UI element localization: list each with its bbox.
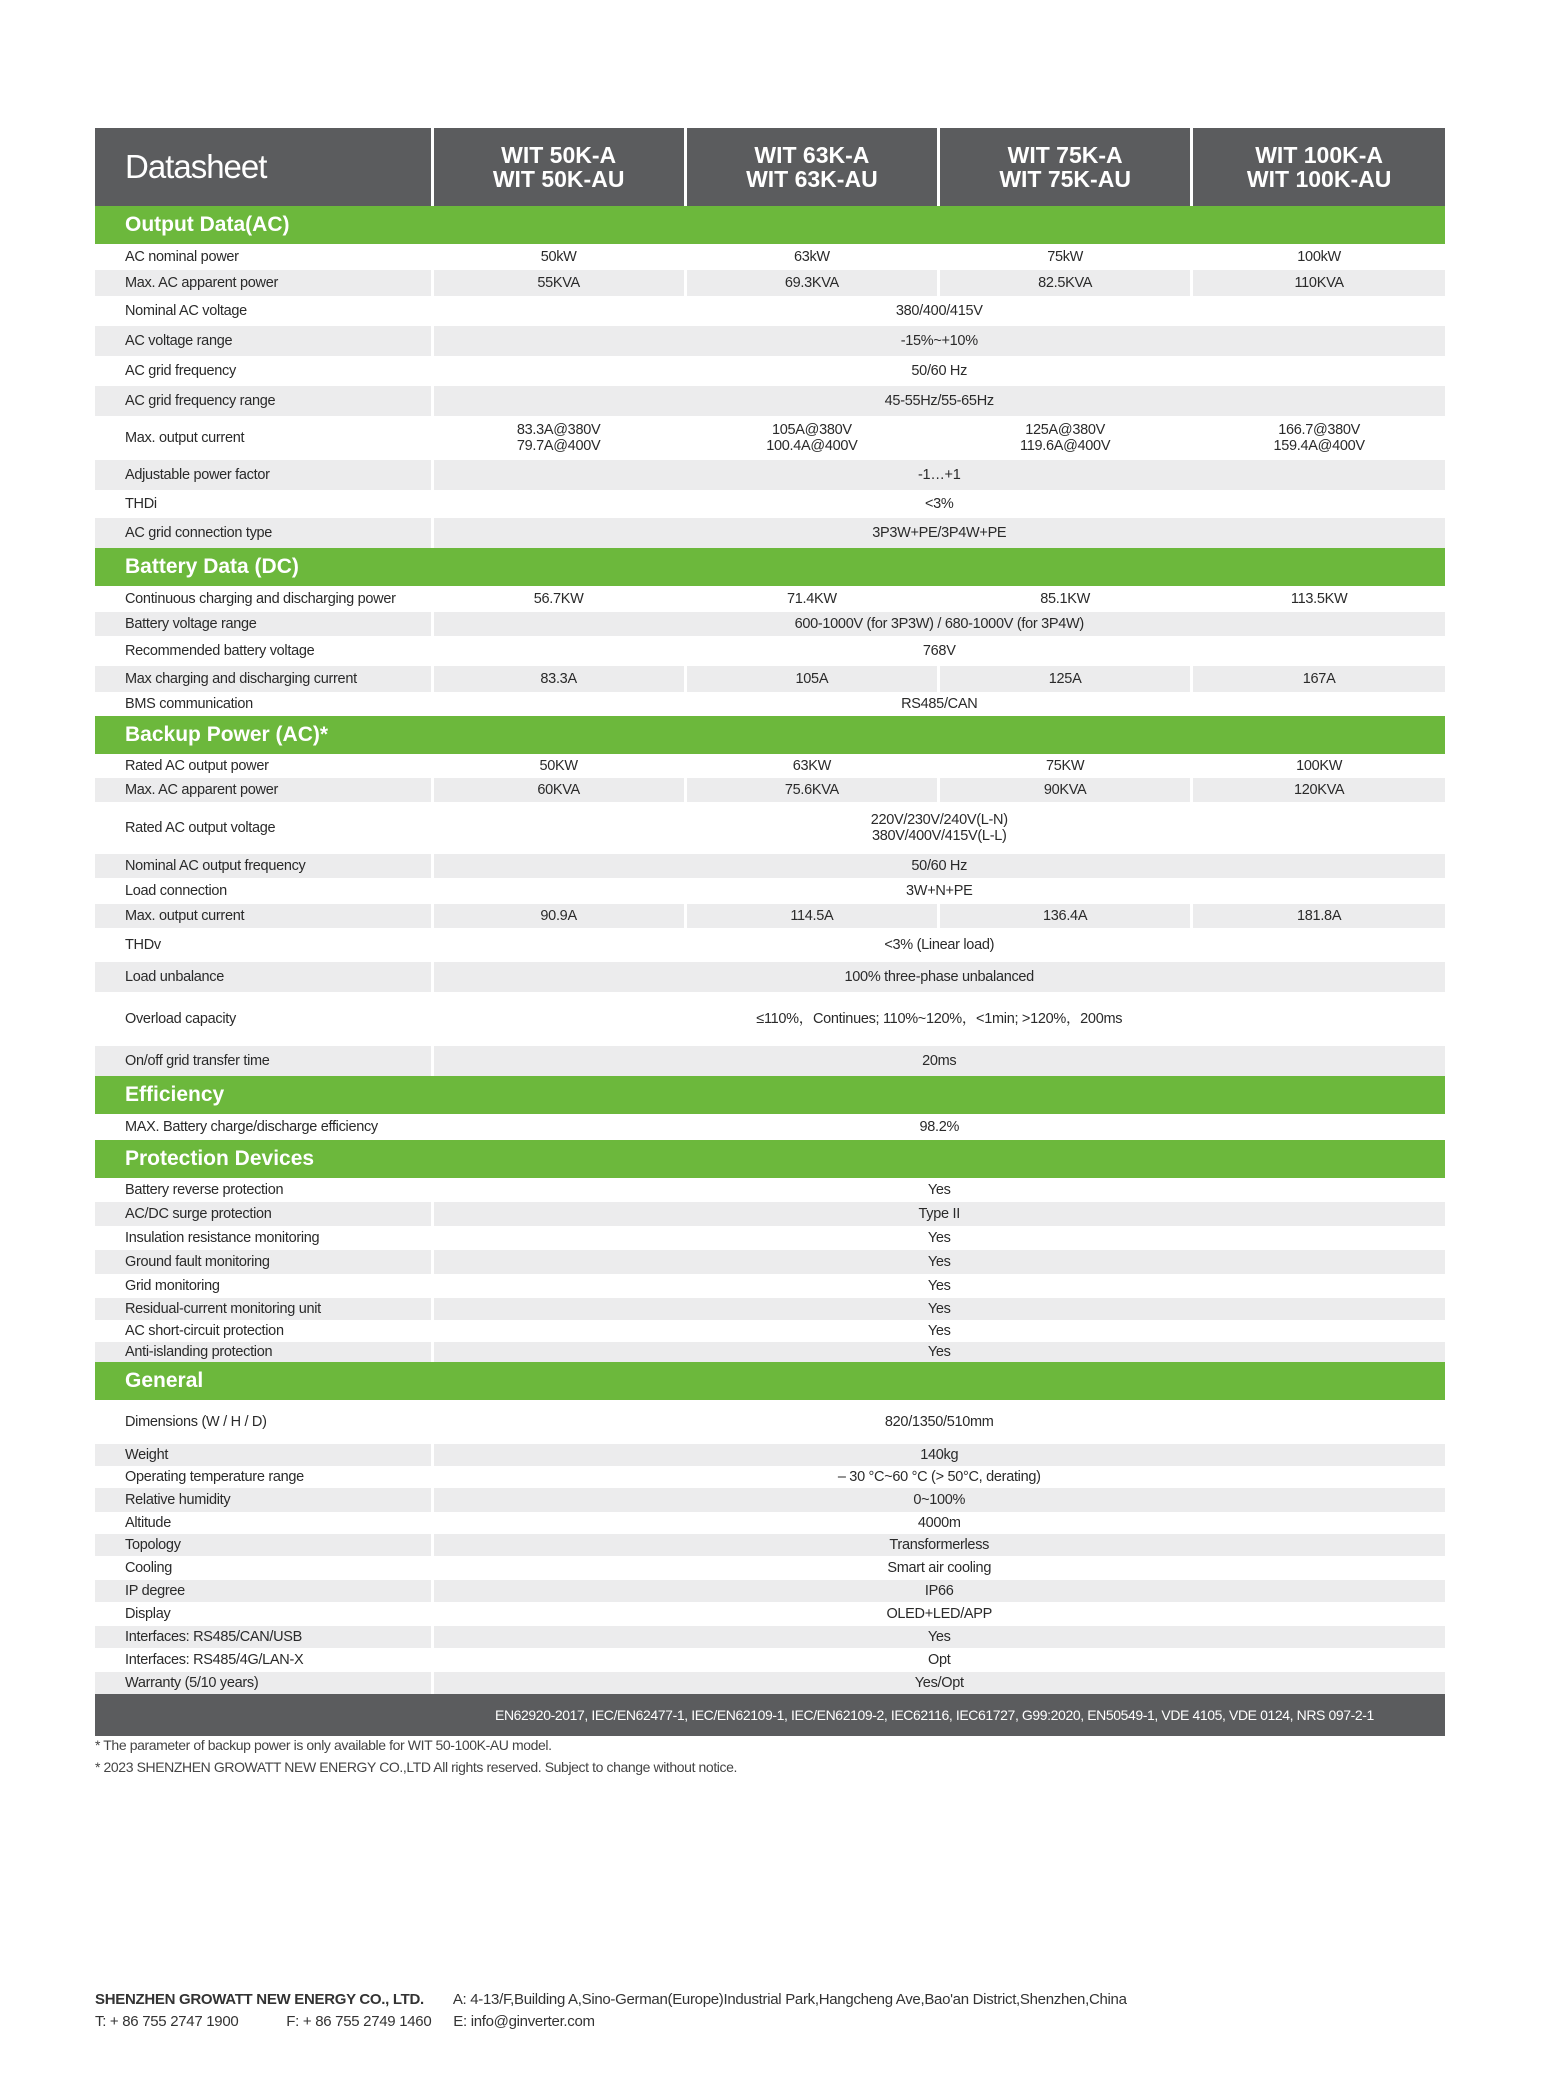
section-header [95, 1362, 1445, 1400]
model-name: WIT 100K-A [1255, 142, 1384, 168]
spec-label: Nominal AC output frequency [95, 854, 432, 878]
spec-row [95, 1626, 1445, 1648]
spec-row [95, 992, 1445, 1046]
spec-row [95, 586, 1445, 612]
spec-label: AC nominal power [95, 244, 432, 270]
spec-label: Warranty (5/10 years) [95, 1672, 432, 1694]
spec-value: 75kW [939, 244, 1192, 270]
spec-value: Yes [432, 1298, 1445, 1320]
spec-row [95, 1046, 1445, 1076]
spec-row [95, 1648, 1445, 1672]
spec-row [95, 1602, 1445, 1626]
spec-label: Max. output current [95, 416, 432, 460]
spec-value: 120KVA [1192, 778, 1445, 802]
spec-value: 600-1000V (for 3P3W) / 680-1000V (for 3P4W) [432, 612, 1445, 636]
spec-row [95, 1534, 1445, 1556]
spec-value: 83.3A@380V 79.7A@400V [432, 416, 685, 460]
spec-value: Opt [432, 1648, 1445, 1672]
spec-value: 75KW [939, 754, 1192, 778]
company-address: A: 4-13/F,Building A,Sino-German(Europe)Industrial Park,Hangcheng Ave,Bao'an District,Shenzhen,China [452, 1991, 1127, 2008]
spec-value: ≤110%，Continues; 110%~120%，<1min; >120%，200ms [432, 992, 1445, 1046]
spec-label: Rated AC output voltage [95, 802, 432, 854]
spec-label: Altitude [95, 1512, 432, 1534]
model-name: WIT 50K-A [501, 142, 617, 168]
spec-value: 100% three-phase unbalanced [432, 962, 1445, 992]
spec-value: 69.3KVA [685, 270, 938, 296]
spec-value: -1…+1 [432, 460, 1445, 490]
model-variant: WIT 50K-AU [492, 166, 625, 192]
spec-label: On/off grid transfer time [95, 1046, 432, 1076]
spec-label: Display [95, 1602, 432, 1626]
spec-value: 50KW [432, 754, 685, 778]
spec-value: 90.9A [432, 904, 685, 928]
spec-label: Topology [95, 1534, 432, 1556]
spec-row [95, 754, 1445, 778]
spec-row [95, 1342, 1445, 1362]
spec-value: 71.4KW [685, 586, 938, 612]
spec-value: IP66 [432, 1580, 1445, 1602]
spec-label: Overload capacity [95, 992, 432, 1046]
spec-value: – 30 °C~60 °C (> 50°C, derating) [432, 1466, 1445, 1488]
spec-label: Anti-islanding protection [95, 1342, 432, 1362]
spec-value: 50/60 Hz [432, 854, 1445, 878]
spec-value: <3% (Linear load) [432, 928, 1445, 962]
spec-value: Yes [432, 1226, 1445, 1250]
model-header [432, 128, 685, 206]
spec-label: Insulation resistance monitoring [95, 1226, 432, 1250]
spec-value: 768V [432, 636, 1445, 666]
section-title: Output Data(AC) [95, 206, 1445, 244]
spec-label: Continuous charging and discharging power [95, 586, 432, 612]
spec-row [95, 270, 1445, 296]
section-title: Efficiency [95, 1076, 1445, 1114]
spec-value: 83.3A [432, 666, 685, 692]
spec-row [95, 928, 1445, 962]
spec-label: Nominal AC voltage [95, 296, 432, 326]
spec-value: Type II [432, 1202, 1445, 1226]
spec-label: Load unbalance [95, 962, 432, 992]
spec-value: 20ms [432, 1046, 1445, 1076]
spec-value: Yes [432, 1626, 1445, 1648]
spec-value: 75.6KVA [685, 778, 938, 802]
company-contact [95, 1989, 1127, 2033]
spec-row [95, 326, 1445, 356]
spec-row [95, 1226, 1445, 1250]
spec-value: 56.7KW [432, 586, 685, 612]
spec-value: 100KW [1192, 754, 1445, 778]
spec-value: Yes/Opt [432, 1672, 1445, 1694]
spec-value: 4000m [432, 1512, 1445, 1534]
spec-value: <3% [432, 490, 1445, 518]
spec-value: 82.5KVA [939, 270, 1192, 296]
model-name: WIT 63K-A [754, 142, 870, 168]
spec-value: 110KVA [1192, 270, 1445, 296]
spec-label: Max charging and discharging current [95, 666, 432, 692]
spec-label: Relative humidity [95, 1488, 432, 1512]
section-title: Battery Data (DC) [95, 548, 1445, 586]
spec-label: Max. AC apparent power [95, 270, 432, 296]
spec-row [95, 692, 1445, 716]
spec-value: OLED+LED/APP [432, 1602, 1445, 1626]
spec-row [95, 460, 1445, 490]
spec-value: 0~100% [432, 1488, 1445, 1512]
section-header [95, 1140, 1445, 1178]
spec-row [95, 416, 1445, 460]
section-title: General [95, 1362, 1445, 1400]
spec-value: 100kW [1192, 244, 1445, 270]
spec-label: AC grid connection type [95, 518, 432, 548]
spec-value: 167A [1192, 666, 1445, 692]
spec-label: MAX. Battery charge/discharge efficiency [95, 1114, 432, 1140]
spec-value: Yes [432, 1274, 1445, 1298]
spec-value: 125A@380V 119.6A@400V [939, 416, 1192, 460]
spec-row [95, 1444, 1445, 1466]
spec-row [95, 878, 1445, 904]
spec-row [95, 356, 1445, 386]
datasheet-title: Datasheet [95, 128, 432, 206]
spec-body [95, 206, 1445, 1694]
spec-row [95, 386, 1445, 416]
spec-row [95, 244, 1445, 270]
spec-label: Residual-current monitoring unit [95, 1298, 432, 1320]
spec-value: 63KW [685, 754, 938, 778]
spec-value: 125A [939, 666, 1192, 692]
model-variant: WIT 75K-AU [999, 166, 1131, 192]
spec-label: Operating temperature range [95, 1466, 432, 1488]
spec-label: Battery voltage range [95, 612, 432, 636]
spec-row [95, 1512, 1445, 1534]
spec-label: Adjustable power factor [95, 460, 432, 490]
table-header [95, 128, 1445, 206]
spec-label: AC grid frequency range [95, 386, 432, 416]
spec-label: AC grid frequency [95, 356, 432, 386]
spec-value: 85.1KW [939, 586, 1192, 612]
spec-label: Ground fault monitoring [95, 1250, 432, 1274]
spec-label: THDv [95, 928, 432, 962]
spec-label: Load connection [95, 878, 432, 904]
spec-row [95, 1466, 1445, 1488]
spec-value: RS485/CAN [432, 692, 1445, 716]
spec-table [95, 128, 1445, 1736]
spec-value: 105A [685, 666, 938, 692]
spec-value: 105A@380V 100.4A@400V [685, 416, 938, 460]
spec-value: Transformerless [432, 1534, 1445, 1556]
spec-value: 140kg [432, 1444, 1445, 1466]
spec-value: 114.5A [685, 904, 938, 928]
datasheet [95, 128, 1445, 1736]
spec-label: Weight [95, 1444, 432, 1466]
section-header [95, 1076, 1445, 1114]
spec-row [95, 1114, 1445, 1140]
section-header [95, 716, 1445, 754]
spec-value: 98.2% [432, 1114, 1445, 1140]
spec-row [95, 904, 1445, 928]
spec-label: Max. AC apparent power [95, 778, 432, 802]
spec-value: Yes [432, 1342, 1445, 1362]
spec-value: Smart air cooling [432, 1556, 1445, 1580]
spec-row [95, 612, 1445, 636]
model-header [939, 128, 1192, 206]
spec-value: 50/60 Hz [432, 356, 1445, 386]
spec-label: AC voltage range [95, 326, 432, 356]
model-variant: WIT 100K-AU [1246, 166, 1392, 192]
spec-label: THDi [95, 490, 432, 518]
spec-label: Cooling [95, 1556, 432, 1580]
spec-value: 166.7@380V 159.4A@400V [1192, 416, 1445, 460]
company-fax: F: + 86 755 2749 1460 [286, 2013, 432, 2030]
model-variant: WIT 63K-AU [746, 166, 878, 192]
certification-bar [95, 1694, 1445, 1736]
spec-value: 3P3W+PE/3P4W+PE [432, 518, 1445, 548]
spec-label: Recommended battery voltage [95, 636, 432, 666]
footnote: * The parameter of backup power is only available for WIT 50-100K-AU model. [95, 1737, 552, 1753]
certifications: EN62920-2017, IEC/EN62477-1, IEC/EN62109-1, IEC/EN62109-2, IEC62116, IEC61727, G99:2020, EN50549-1, VDE 4105, VDE 0124, NRS 097-2-1 [432, 1694, 1445, 1736]
spec-value: 50kW [432, 244, 685, 270]
spec-row [95, 962, 1445, 992]
spec-value: 380/400/415V [432, 296, 1445, 326]
spec-row [95, 666, 1445, 692]
spec-row [95, 490, 1445, 518]
spec-row [95, 1274, 1445, 1298]
spec-label: AC short-circuit protection [95, 1320, 432, 1342]
spec-row [95, 1298, 1445, 1320]
spec-row [95, 1202, 1445, 1226]
spec-row [95, 854, 1445, 878]
spec-label: AC/DC surge protection [95, 1202, 432, 1226]
spec-label: Rated AC output power [95, 754, 432, 778]
spec-label: Interfaces: RS485/4G/LAN-X [95, 1648, 432, 1672]
company-email[interactable]: E: info@ginverter.com [453, 2013, 595, 2030]
spec-value: -15%~+10% [432, 326, 1445, 356]
spec-row [95, 1580, 1445, 1602]
spec-label: Grid monitoring [95, 1274, 432, 1298]
spec-row [95, 1488, 1445, 1512]
spec-label: Dimensions (W / H / D) [95, 1400, 432, 1444]
section-title: Protection Devices [95, 1140, 1445, 1178]
spec-value: 45-55Hz/55-65Hz [432, 386, 1445, 416]
spec-value: 220V/230V/240V(L-N) 380V/400V/415V(L-L) [432, 802, 1445, 854]
company-name: SHENZHEN GROWATT NEW ENERGY CO., LTD. [95, 1991, 424, 2008]
spec-value: Yes [432, 1250, 1445, 1274]
spec-value: 820/1350/510mm [432, 1400, 1445, 1444]
spec-row [95, 778, 1445, 802]
spec-value: Yes [432, 1320, 1445, 1342]
section-header [95, 206, 1445, 244]
spec-value: 60KVA [432, 778, 685, 802]
spec-value: 136.4A [939, 904, 1192, 928]
spec-row [95, 802, 1445, 854]
spec-value: Yes [432, 1178, 1445, 1202]
spec-label: Battery reverse protection [95, 1178, 432, 1202]
company-phone: T: + 86 755 2747 1900 [95, 2013, 239, 2030]
model-header [1192, 128, 1445, 206]
spec-row [95, 1250, 1445, 1274]
spec-value: 90KVA [939, 778, 1192, 802]
spec-label: Max. output current [95, 904, 432, 928]
footnotes [95, 1734, 737, 1778]
spec-row [95, 1672, 1445, 1694]
spec-value: 113.5KW [1192, 586, 1445, 612]
spec-row [95, 518, 1445, 548]
spec-row [95, 1320, 1445, 1342]
spec-row [95, 1400, 1445, 1444]
spec-value: 181.8A [1192, 904, 1445, 928]
spec-row [95, 1556, 1445, 1580]
spec-label: Interfaces: RS485/CAN/USB [95, 1626, 432, 1648]
model-name: WIT 75K-A [1007, 142, 1123, 168]
section-title: Backup Power (AC)* [95, 716, 1445, 754]
spec-value: 63kW [685, 244, 938, 270]
spec-value: 55KVA [432, 270, 685, 296]
footnote: * 2023 SHENZHEN GROWATT NEW ENERGY CO.,LTD All rights reserved. Subject to change without notice. [95, 1759, 737, 1775]
spec-row [95, 1178, 1445, 1202]
model-header [685, 128, 938, 206]
spec-label: IP degree [95, 1580, 432, 1602]
spec-row [95, 636, 1445, 666]
spec-label: BMS communication [95, 692, 432, 716]
section-header [95, 548, 1445, 586]
spec-row [95, 296, 1445, 326]
certification-spacer [95, 1694, 432, 1736]
spec-value: 3W+N+PE [432, 878, 1445, 904]
